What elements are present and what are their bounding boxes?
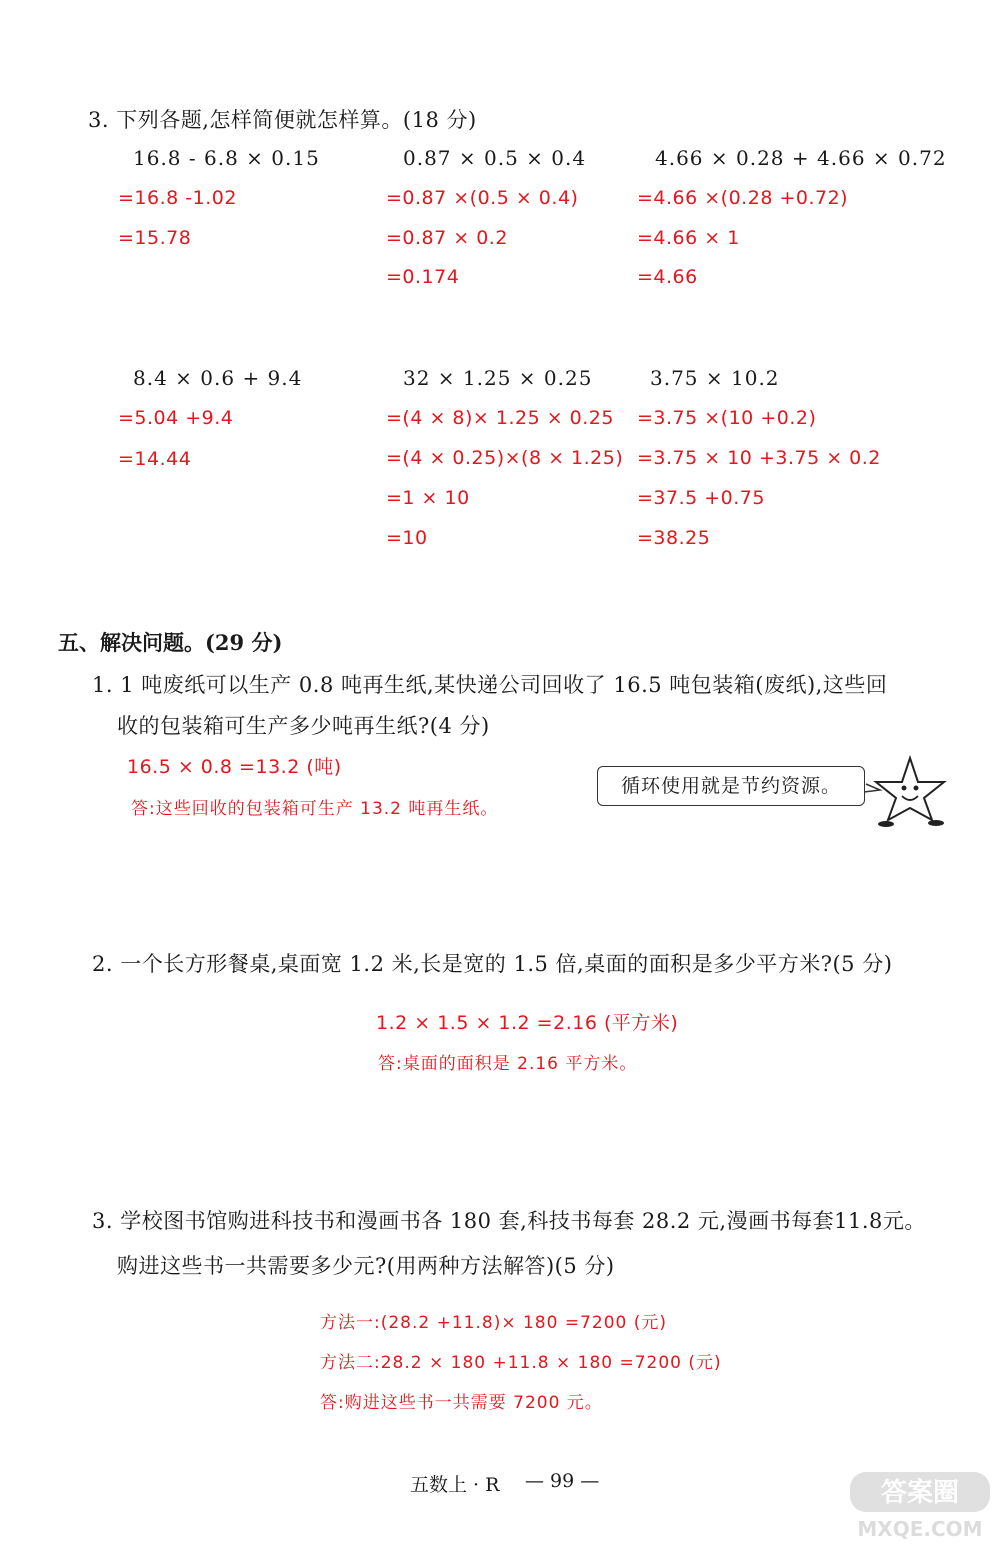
speech-bubble: 循环使用就是节约资源。	[597, 766, 865, 806]
solution-step: =14.44	[118, 448, 192, 470]
solution-step: =1 × 10	[386, 487, 470, 509]
problem-3-line-1: 3. 学校图书馆购进科技书和漫画书各 180 套,科技书每套 28.2 元,漫画书每套11.8元。	[92, 1209, 926, 1233]
solution-step: =4.66	[637, 266, 698, 288]
solution-step: =0.174	[386, 266, 460, 288]
watermark-logo	[845, 1468, 995, 1543]
problem-expression: 3.75 × 10.2	[650, 366, 780, 390]
solution-step: =3.75 ×(10 +0.2)	[637, 407, 817, 429]
problem-2-line-1: 2. 一个长方形餐桌,桌面宽 1.2 米,长是宽的 1.5 倍,桌面的面积是多少平方米?(5 分)	[92, 952, 893, 976]
solution-step: =38.25	[637, 527, 711, 549]
problem-1-line-1: 1. 1 吨废纸可以生产 0.8 吨再生纸,某快递公司回收了 16.5 吨包装箱(废纸),这些回	[92, 673, 888, 697]
problem-1-calc: 16.5 × 0.8 =13.2 (吨)	[127, 756, 342, 778]
watermark-logo-text: 答案圈	[880, 1478, 960, 1508]
solution-step: =(4 × 8)× 1.25 × 0.25	[386, 407, 614, 429]
solution-step: =16.8 -1.02	[118, 187, 237, 209]
problem-expression: 8.4 × 0.6 + 9.4	[133, 366, 303, 390]
problem-expression: 32 × 1.25 × 0.25	[403, 366, 593, 390]
solution-step: =0.87 × 0.2	[386, 227, 508, 249]
question-3-heading: 3. 下列各题,怎样简便就怎样算。(18 分)	[88, 108, 477, 132]
problem-2-calc: 1.2 × 1.5 × 1.2 =2.16 (平方米)	[376, 1012, 679, 1034]
solution-step: =0.87 ×(0.5 × 0.4)	[386, 187, 579, 209]
problem-expression: 16.8 - 6.8 × 0.15	[133, 146, 320, 170]
problem-3-answer: 答:购进这些书一共需要 7200 元。	[320, 1393, 603, 1413]
problem-3-method-1: 方法一:(28.2 +11.8)× 180 =7200 (元)	[320, 1313, 668, 1333]
star-mascot-icon	[858, 752, 958, 830]
section-heading: 五、解决问题。(29 分)	[58, 630, 283, 655]
problem-2-answer: 答:桌面的面积是 2.16 平方米。	[378, 1054, 638, 1074]
problem-3-line-2: 购进这些书一共需要多少元?(用两种方法解答)(5 分)	[117, 1254, 615, 1278]
footer-page-label: 五数上 · R	[410, 1474, 500, 1496]
solution-step: =37.5 +0.75	[637, 487, 765, 509]
solution-step: =4.66 ×(0.28 +0.72)	[637, 187, 849, 209]
page-number: — 99 —	[525, 1470, 600, 1492]
solution-step: =4.66 × 1	[637, 227, 740, 249]
watermark-url: MXQE.COM	[857, 1517, 983, 1541]
solution-step: =(4 × 0.25)×(8 × 1.25)	[386, 447, 624, 469]
solution-step: =15.78	[118, 227, 192, 249]
solution-step: =3.75 × 10 +3.75 × 0.2	[637, 447, 881, 469]
problem-1-answer: 答:这些回收的包装箱可生产 13.2 吨再生纸。	[131, 799, 499, 819]
solution-step: =10	[386, 527, 428, 549]
problem-expression: 4.66 × 0.28 + 4.66 × 0.72	[655, 146, 947, 170]
problem-expression: 0.87 × 0.5 × 0.4	[403, 146, 587, 170]
problem-3-method-2: 方法二:28.2 × 180 +11.8 × 180 =7200 (元)	[320, 1353, 722, 1373]
solution-step: =5.04 +9.4	[118, 407, 234, 429]
problem-1-line-2: 收的包装箱可生产多少吨再生纸?(4 分)	[117, 714, 490, 738]
